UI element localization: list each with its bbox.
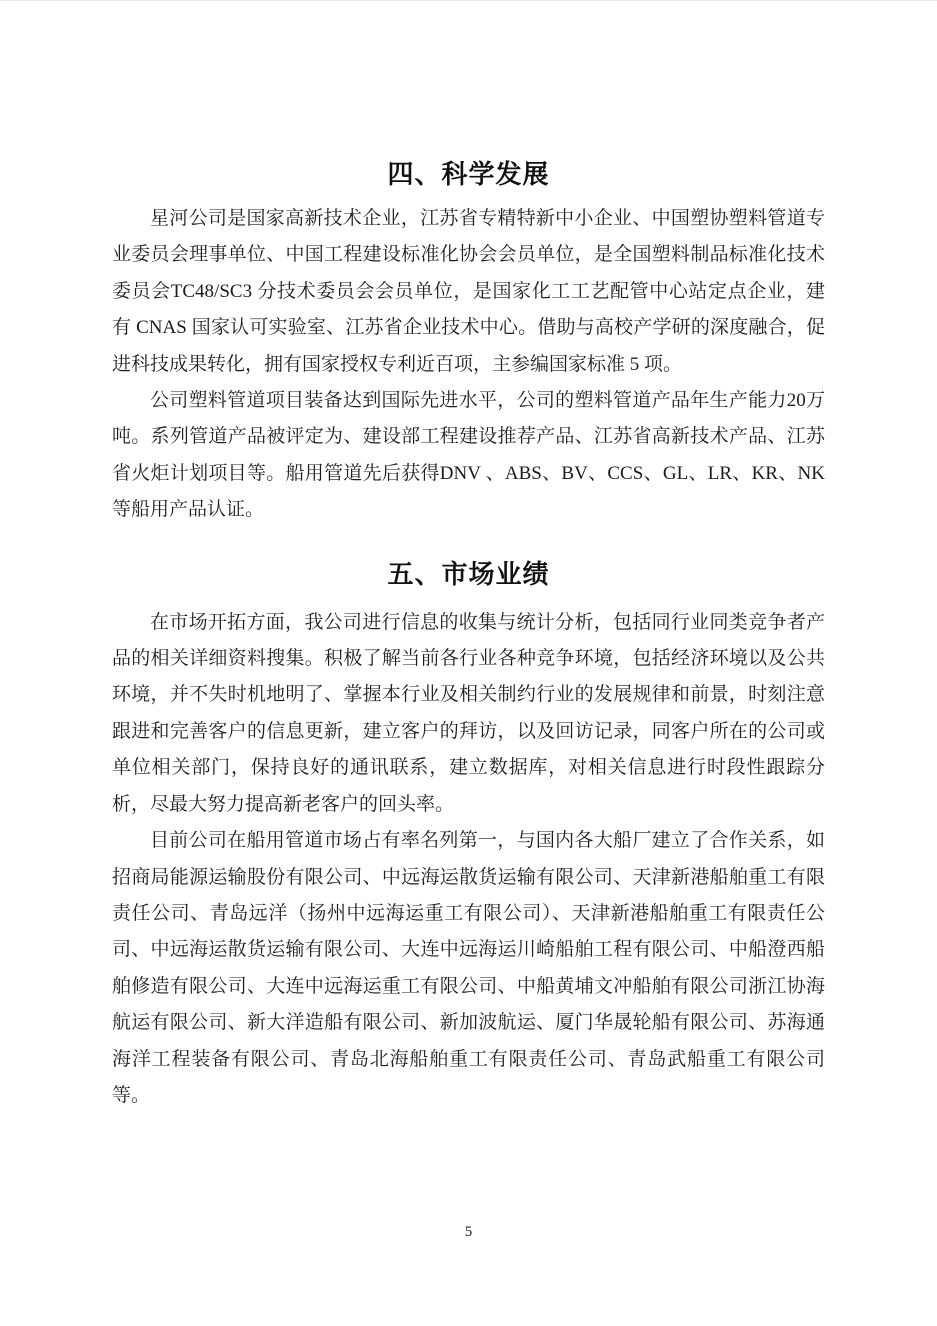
paragraph-product-certifications: 公司塑料管道项目装备达到国际先进水平，公司的塑料管道产品年生产能力20万吨。系列管道产品被评定为、建设部工程建设推荐产品、江苏省高新技术产品、江苏省火炬计划项目等。船用管道先后获得DNV 、ABS、BV、CCS、GL、LR、KR、NK等船用产品认证。 (112, 390, 825, 521)
section-heading-market-performance: 五、市场业绩 (387, 558, 550, 589)
paragraph-market-development: 在市场开拓方面，我公司进行信息的收集与统计分析，包括同行业同类竞争者产品的相关详细资料搜集。积极了解当前各行业各种竞争环境，包括经济环境以及公共环境，并不失时机地明了、掌握本行业及相关制约行业的发展规律和前景，时刻注意跟进和完善客户的信息更新，建立客户的拜访，以及回访记录，同客户所在的公司或单位相关部门，保持良好的通讯联系，建立数据库，对相关信息进行时段性跟踪分析，尽最大努力提高新老客户的回头率。 (112, 611, 825, 815)
page-content (112, 1, 825, 1114)
section-heading-science-development: 四、科学发展 (387, 159, 550, 189)
page-number: 5 (464, 1224, 473, 1240)
paragraph-company-qualifications: 星河公司是国家高新技术企业，江苏省专精特新中小企业、中国塑协塑料管道专业委员会理事单位、中国工程建设标准化协会会员单位，是全国塑料制品标准化技术委员会TC48/SC3 分技术委员会会员单位，是国家化工工艺配管中心站定点企业，建有 CNAS 国家认可实验室、江苏省企业技术中心。借助与高校产学研的深度融合，促进科技成果转化，拥有国家授权专利近百项，主参编国家标准 5 项。 (112, 208, 825, 375)
paragraph-shipyard-partners: 目前公司在船用管道市场占有率名列第一，与国内各大船厂建立了合作关系，如招商局能源运输股份有限公司、中远海运散货运输有限公司、天津新港船舶重工有限责任公司、青岛远洋（扬州中远海运重工有限公司）、天津新港船舶重工有限责任公司、中远海运散货运输有限公司、大连中远海运川崎船舶工程有限公司、中船澄西船舶修造有限公司、大连中远海运重工有限公司、中船黄埔文冲船舶有限公司浙江协海航运有限公司、新大洋造船有限公司、新加波航运、厦门华晟轮船有限公司、苏海通海洋工程装备有限公司、青岛北海船舶重工有限责任公司、青岛武船重工有限公司等。 (112, 830, 825, 1106)
